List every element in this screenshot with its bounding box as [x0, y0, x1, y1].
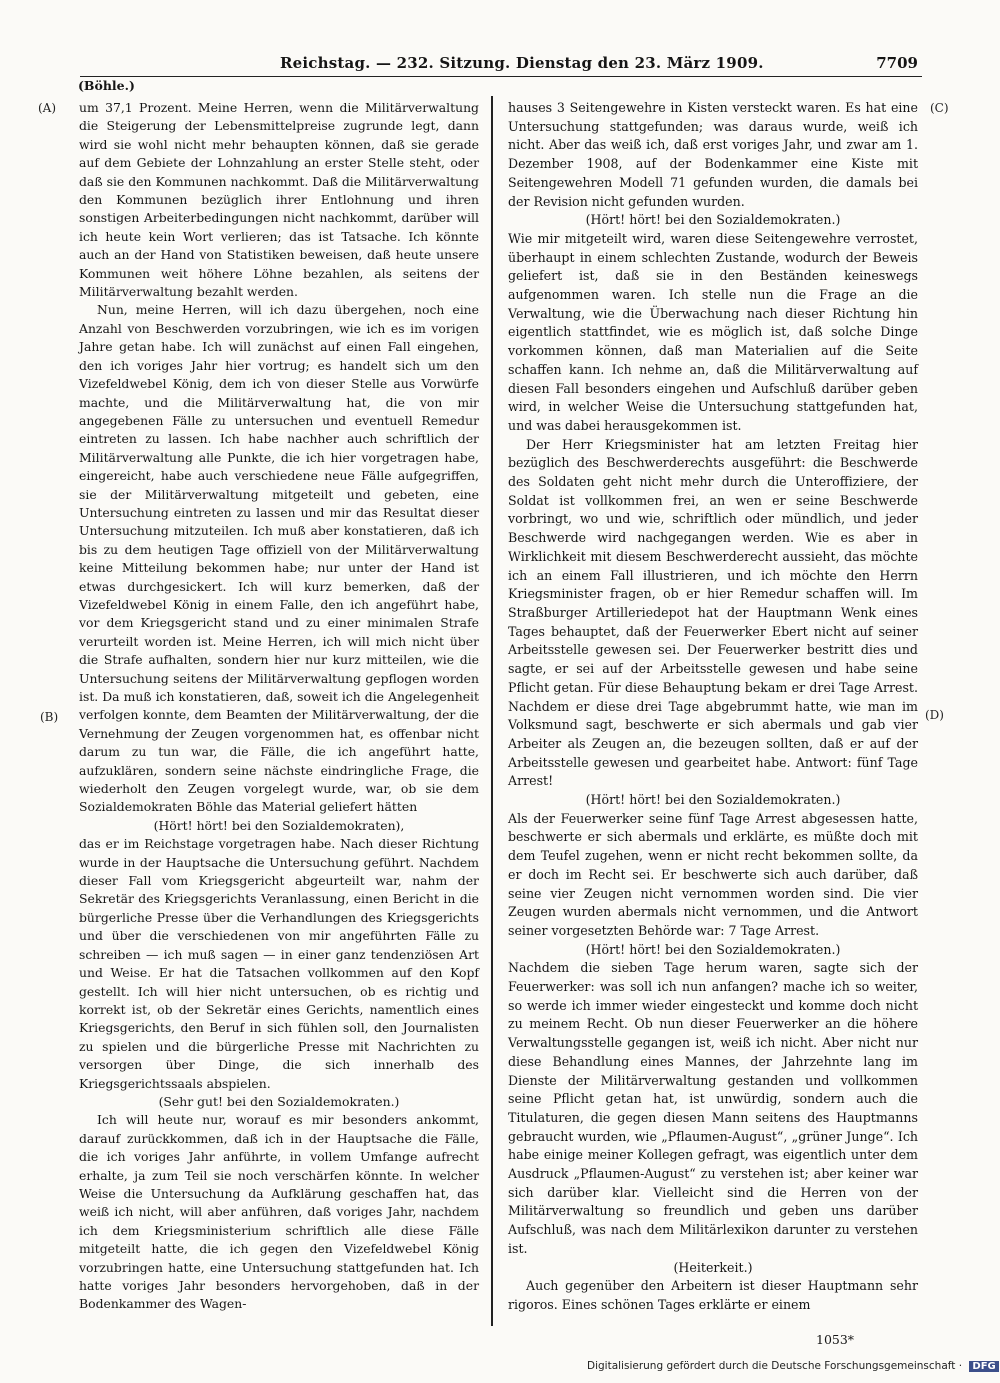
- interjection: (Hört! hört! bei den Sozialdemokraten),: [153, 817, 405, 833]
- sheet-signature: 1053*: [816, 1332, 855, 1347]
- interjection: (Hört! hört! bei den Sozialdemokraten.): [585, 941, 841, 957]
- paragraph: hauses 3 Seitengewehre in Kisten versteckt waren. Es hat eine Untersuchung stattgefunden; was daraus wurde, weiß ich nicht. Aber das weiß ich, daß erst voriges Jahr, und zwar am 1. Dezember 1908, auf der Bodenkammer eine Kiste mit Seitengewehren Modell 71 gefunden wurden, die damals bei der Revision nicht gefunden wurden.: [508, 100, 918, 209]
- interjection: (Sehr gut! bei den Sozialdemokraten.): [158, 1093, 400, 1109]
- paragraph: Nachdem die sieben Tage herum waren, sagte sich der Feuerwerker: was soll ich nun anfangen? mache ich so weiter, so werde ich immer wieder eingesteckt und komme doch nicht zu meinem Recht. Ob nun dieser Feuerwerker an die höhere Verwaltungsstelle gegangen ist, weiß ich nicht. Aber nicht nur diese Behandlung eines Mannes, der Jahrzehnte lang im Dienste der Militärverwaltung gestanden und vollkommen seine Pflicht getan hat, ist unwürdig, sondern auch die Titulaturen, die gegen diesen Mann seitens des Hauptmanns gebraucht wurden, wie „Pflaumen-August“, „grüner Junge“. Ich habe einige meiner Kollegen gefragt, was eigentlich unter dem Ausdruck „Pflaumen-August“ zu verstehen ist; aber keiner war sich darüber klar. Vielleicht sind die Herren von der Militärverwaltung so freundlich und geben uns darüber Aufschluß, was nach dem Militärlexikon darunter zu verstehen ist.: [508, 960, 918, 1256]
- paragraph: Als der Feuerwerker seine fünf Tage Arrest abgesessen hatte, beschwerte er sich abermals und erklärte, es müßte doch mit dem Teufel zugehen, wenn er nicht recht bekommen sollte, da er doch im Recht sei. Er beschwerte sich auch darüber, daß seine vier Zeugen nicht vernommen worden sind. Die vier Zeugen wurden abermals nicht vernommen, und die Antwort seiner vorgesetzten Behörde war: 7 Tage Arrest.: [508, 810, 918, 938]
- speaker-name: (Böhle.): [78, 78, 135, 93]
- paragraph: Der Herr Kriegsminister hat am letzten Freitag hier bezüglich des Beschwerderechts ausgeführt: die Beschwerde des Soldaten geht nicht mehr durch die Unteroffiziere, der Soldat ist vollkommen frei, an wen er seine Beschwerde vorbringt, wo und wie, schriftlich oder mündlich, und jeder Beschwerde wird nachgegangen werden. Wie es aber in Wirklichkeit mit diesem Beschwerderecht aussieht, das möchte ich an einem Fall illustrieren, und ich möchte den Herrn Kriegsminister fragen, ob er hier Remedur schaffen will. Im Straßburger Artilleriedepot hat der Hauptmann Wenk eines Tages behauptet, daß der Feuerwerker Ebert nicht auf seiner Arbeitsstelle gewesen sei. Der Feuerwerker bestritt dies und sagte, er sei auf der Arbeitsstelle gewesen und habe seine Pflicht getan. Für diese Behauptung bekam er drei Tage Arrest. Nachdem er diese drei Tage abgebrummt hatte, wie man im Volksmund sagt, beschwerte er sich abermals und gab vier Arbeiter als Zeugen an, die bezeugen sollten, daß er auf der Arbeitsstelle gewesen und gearbeitet habe. Antwort: fünf Tage Arrest!: [508, 436, 918, 789]
- footer-credit: [587, 1360, 999, 1372]
- paragraph: das er im Reichstage vorgetragen habe. Nach dieser Richtung wurde in der Hauptsache die Untersuchung geführt. Nachdem dieser Fall vom Kriegsgericht abgeurteilt war, nahm der Sekretär des Kriegsgerichts Veranlassung, einen Bericht in die bürgerliche Presse über die Verhandlungen des Kriegsgerichts und über die verschiedenen von mir angeführten Fälle zu schreiben — ich muß sagen — in einer ganz tendenziösen Art und Weise. Er hat die Tatsachen vollkommen auf den Kopf gestellt. Ich will hier nicht untersuchen, ob es richtig und korrekt ist, ob der Sekretär eines Gerichts, namentlich eines Kriegsgerichts, den Beruf in sich fühlen soll, den Journalisten zu spielen und die bürgerliche Presse mit Nachrichten zu versorgen über Dinge, die sich innerhalb des Kriegsgerichtssaals abspielen.: [79, 836, 479, 1091]
- paragraph: um 37,1 Prozent. Meine Herren, wenn die Militärverwaltung die Steigerung der Lebensmittelpreise zugrunde legt, dann wird sie wohl nicht mehr behaupten können, daß sie gerade auf dem Gebiete der Lohnzahlung an erster Stelle steht, oder daß sie den Kommunen nachkommt. Daß die Militärverwaltung den Kommunen bezüglich ihrer Entlohnung und ihren sonstigen Arbeiterbedingungen nicht nachkommt, darüber will ich heute kein Wort verlieren; das ist Tatsache. Ich könnte auch an der Hand von Statistiken beweisen, daß heute unsere Kommunen weit höhere Löhne bezahlen, als seitens der Militärverwaltung bezahlt werden.: [79, 100, 479, 300]
- right-column: [508, 99, 918, 1315]
- margin-marker-b: (B): [40, 710, 59, 724]
- margin-marker-c: (C): [930, 101, 949, 115]
- paragraph: Nun, meine Herren, will ich dazu übergehen, noch eine Anzahl von Beschwerden vorzubringen, wie ich es im vorigen Jahre getan habe. Ich will zunächst auf einen Fall eingehen, den ich voriges Jahr hier vortrug; es handelt sich um den Vizefeldwebel König, dem ich von dieser Stelle aus Vorwürfe machte, und die Militärverwaltung hat, die von mir angegebenen Fälle zu untersuchen und eventuell Remedur eintreten zu lassen. Ich habe nachher auch schriftlich der Militärverwaltung alle Punkte, die ich hier vorgetragen habe, eingereicht, habe auch verschiedene neue Fälle aufgegriffen, sie der Militärverwaltung mitgeteilt und gebeten, eine Untersuchung eintreten zu lassen und mir das Resultat dieser Untersuchung mitzuteilen. Ich muß aber konstatieren, daß ich bis zu dem heutigen Tage offiziell von der Militärverwaltung keine Mitteilung bekommen habe; nur unter der Hand ist etwas durchgesickert. Ich will kurz bemerken, daß der Vizefeldwebel König in einem Falle, den ich angeführt habe, vor dem Kriegsgericht stand und zu einer minimalen Strafe verurteilt worden ist. Meine Herren, ich will mich nicht über die Strafe aufhalten, sondern hier nur kurz mitteilen, wie die Untersuchung seitens der Militärverwaltung gepflogen worden ist. Da muß ich konstatieren, daß, soweit ich die Angelegenheit verfolgen konnte, dem Beamten der Militärverwaltung, der die Vernehmung der Zeugen vorgenommen hat, es offenbar nicht darum zu tun war, die Fälle, die ich angeführt hatte, aufzuklären, sondern seine nächste eindringliche Frage, die wiederholt den Zeugen vorgelegt wurde, war, ob sie dem Sozialdemokraten Böhle das Material geliefert hätten: [79, 302, 479, 815]
- margin-marker-d: (D): [925, 708, 944, 722]
- column-divider: [491, 96, 493, 1326]
- interjection: (Hört! hört! bei den Sozialdemokraten.): [585, 212, 841, 228]
- paragraph: Auch gegenüber den Arbeitern ist dieser Hauptmann sehr rigoros. Eines schönen Tages erklärte er einem: [508, 1278, 918, 1312]
- paragraph: Ich will heute nur, worauf es mir besonders ankommt, darauf zurückkommen, daß ich in der Hauptsache die Fälle, die ich voriges Jahr anführte, in vollem Umfange aufrecht erhalte, ja zum Teil sie noch verschärfen könnte. In welcher Weise die Untersuchung da Aufklärung geschaffen hat, das weiß ich nicht, will aber anführen, daß voriges Jahr, nachdem ich dem Kriegsministerium schriftlich alle diese Fälle mitgeteilt hatte, die ich gegen den Vizefeldwebel König vorzubringen hatte, eine Untersuchung stattgefunden hat. Ich hatte voriges Jahr besonders hervorgehoben, daß in der Bodenkammer des Wagen-: [79, 1112, 479, 1312]
- header-title: Reichstag. — 232. Sitzung. Dienstag den 23. März 1909.: [280, 54, 764, 72]
- dfg-logo: DFG: [969, 1361, 998, 1372]
- paragraph: Wie mir mitgeteilt wird, waren diese Seitengewehre verrostet, überhaupt in einem schlechten Zustande, wodurch der Beweis geliefert ist, daß sie in den Beständen keineswegs aufgenommen waren. Ich stelle nun die Frage an die Verwaltung, wie die Überwachung nach dieser Richtung hin eigentlich stattfindet, wie es möglich ist, daß solche Dinge vorkommen können, daß man Materialien auf die Seite schaffen kann. Ich nehme an, daß die Militärverwaltung auf diesen Fall besonders eingehen und Aufschluß darüber geben wird, in welcher Weise die Untersuchung stattgefunden hat, und was dabei herausgekommen ist.: [508, 230, 918, 433]
- page-number: 7709: [876, 54, 918, 72]
- interjection: (Hört! hört! bei den Sozialdemokraten.): [585, 792, 841, 808]
- interjection: (Heiterkeit.): [673, 1259, 753, 1275]
- footer-text: Digitalisierung gefördert durch die Deutsche Forschungsgemeinschaft ·: [587, 1360, 963, 1372]
- margin-marker-a: (A): [38, 101, 57, 115]
- page-header: [80, 50, 922, 77]
- left-column: [79, 99, 479, 1314]
